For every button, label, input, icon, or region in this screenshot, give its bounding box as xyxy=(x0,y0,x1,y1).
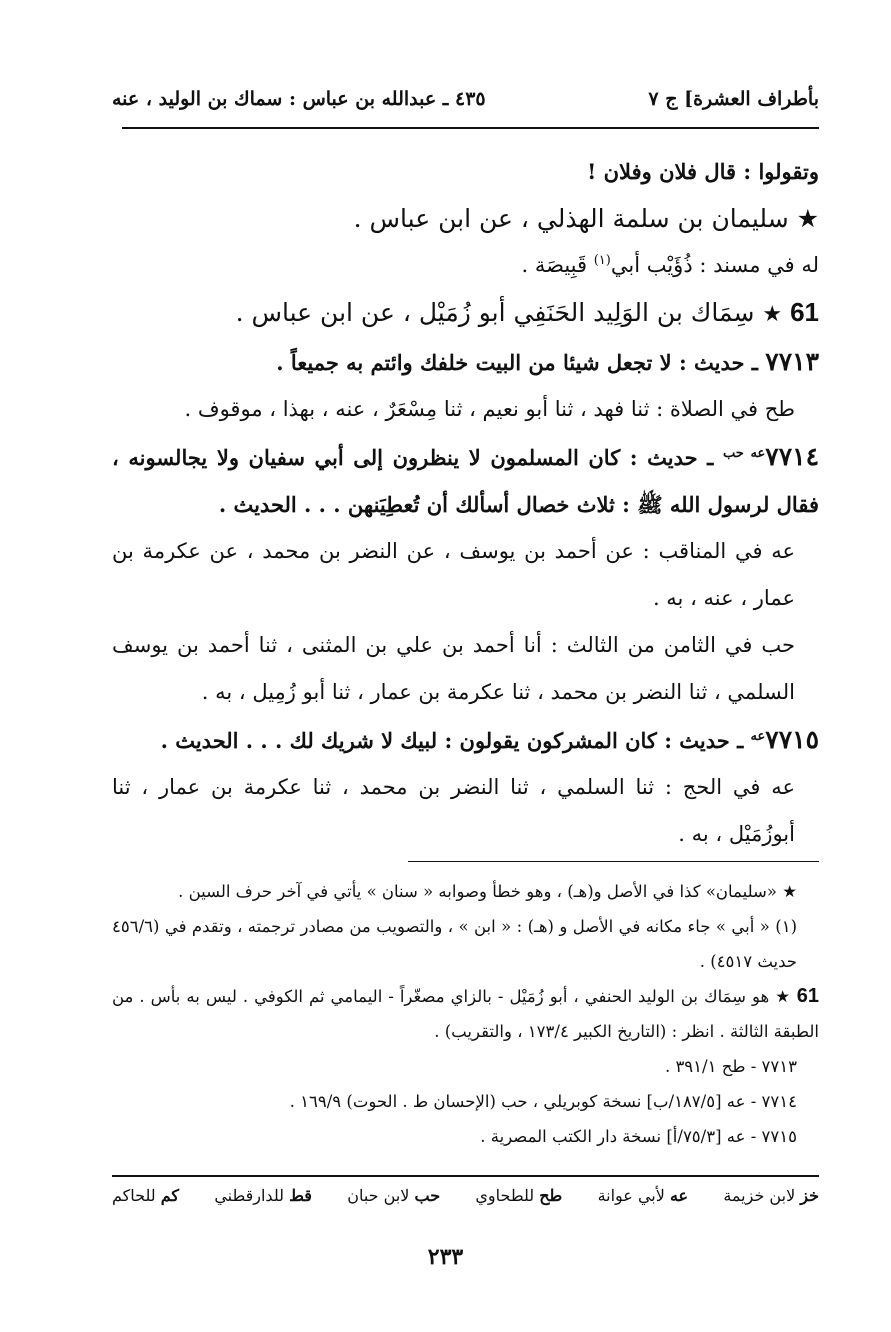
abbreviation-item: حب لابن حبان xyxy=(347,1186,441,1205)
text-line: وتقولوا : قال فلان وفلان ! xyxy=(587,159,819,184)
abbreviation-item: خز لابن خزيمة xyxy=(723,1186,819,1205)
footnote-rule xyxy=(408,861,819,862)
abbreviation-rule xyxy=(112,1175,819,1177)
hadith-source: حب في الثامن من الثالث : أنا أحمد بن علي بن المثنى ، ثنا أحمد بن يوسف السلمي ، ثنا النضر بن محمد ، ثنا عكرمة بن عمار ، ثنا أبو زُمِيل ، به . xyxy=(112,633,795,704)
header-rule xyxy=(122,127,819,129)
running-header xyxy=(112,84,819,114)
header-book-title: بأطراف العشرة] ج ٧ xyxy=(648,88,819,110)
abbreviation-item: عه لأبي عوانة xyxy=(597,1186,689,1205)
footnote: ٧٧١٣ - طح ٣٩١/١ . xyxy=(664,1057,797,1076)
hadith-number: ٧٧١٥ xyxy=(765,725,819,754)
footnote: ★ «سليمان» كذا في الأصل و(هـ) ، وهو خطأ وصوابه « سنان » يأتي في آخر حرف السين . xyxy=(178,882,797,901)
entry-number: 61 xyxy=(790,297,819,327)
abbreviation-item: كم للحاكم xyxy=(112,1186,180,1205)
footnote-entry-number: 61 xyxy=(796,985,819,1007)
abbreviation-key xyxy=(112,1186,819,1205)
hadith-source: طح في الصلاة : ثنا فهد ، ثنا أبو نعيم ، ثنا مِسْعَرٌ ، عنه ، بهذا ، موقوف . xyxy=(184,397,795,421)
narrator-entry-sulayman: ★ سليمان بن سلمة الهذلي ، عن ابن عباس . xyxy=(353,204,819,233)
hadith-source: عه في المناقب : عن أحمد بن يوسف ، عن النضر بن محمد ، عن عكرمة بن عمار ، عنه ، به . xyxy=(112,539,795,610)
star-icon: ★ xyxy=(762,302,783,327)
footnote: (١) « أبي » جاء مكانه في الأصل و (هـ) : « ابن » ، والتصويب من مصادر ترجمته ، وتقدم في (٤٥٦/٦ حديث ٤٥١٧) . xyxy=(112,917,797,971)
footnote: ٧٧١٤ - عه [١٨٧/٥/ب] نسخة كوبريلي ، حب (الإحسان ط . الحوت) ١٦٩/٩ . xyxy=(289,1092,797,1111)
page-number: ٢٣٣ xyxy=(427,1244,464,1270)
hadith-sigla: عه xyxy=(750,729,766,744)
footnote: ٧٧١٥ - عه [٧٥/٣/أ] نسخة دار الكتب المصرية . xyxy=(480,1127,797,1146)
musnad-note: له في مسند : ذُؤَيْب أبي$^{(١)}$ قَبِيصَة . xyxy=(521,253,819,277)
abbreviation-item: قط للدارقطني xyxy=(214,1186,312,1205)
narrator-entry-61: 61 ★ سِمَاك بن الوَلِيد الحَنَفِي أبو زُمَيْل ، عن ابن عباس . xyxy=(235,297,819,327)
hadith-7714: $٧٧١٤^{عه حب}$ ـ حديث : كان المسلمون لا ينظرون إلى أبي سفيان ولا يجالسونه ، فقال لرسول الله ﷺ : ثلاث خصال أسألك أن تُعطِيَنهن . . . الحديث . xyxy=(112,442,819,517)
hadith-7713: ٧٧١٣ ـ حديث : لا تجعل شيئا من البيت خلفك وائتم به جميعاً . xyxy=(276,347,819,376)
hadith-7715: $٧٧١٥^{عه}$ ـ حديث : كان المشركون يقولون : لبيك لا شريك لك . . . الحديث . xyxy=(160,725,819,754)
hadith-source: عه في الحج : ثنا السلمي ، ثنا النضر بن محمد ، ثنا عكرمة بن عمار ، ثنا أبوزُمَيْل ، به . xyxy=(112,775,795,846)
footnote-ref: (١) xyxy=(593,253,611,268)
header-section-title: ٤٣٥ ـ عبدالله بن عباس : سماك بن الوليد ، عنه xyxy=(112,88,486,110)
main-text xyxy=(112,148,819,858)
footnote: 61 ★ هو سِمَاك بن الوليد الحنفي ، أبو زُمَيْل - بالزاي مصغّراً - اليمامي ثم الكوفي . ليس به بأس . من الطبقة الثالثة . انظر : (التاريخ الكبير ١٧٣/٤ ، والتقريب) . xyxy=(112,985,819,1041)
hadith-number: ٧٧١٣ xyxy=(765,347,819,376)
footnotes xyxy=(112,874,819,1154)
abbreviation-item: طح للطحاوي xyxy=(475,1186,563,1205)
hadith-number: ٧٧١٤ xyxy=(765,442,819,471)
hadith-sigla: عه حب xyxy=(722,446,766,461)
